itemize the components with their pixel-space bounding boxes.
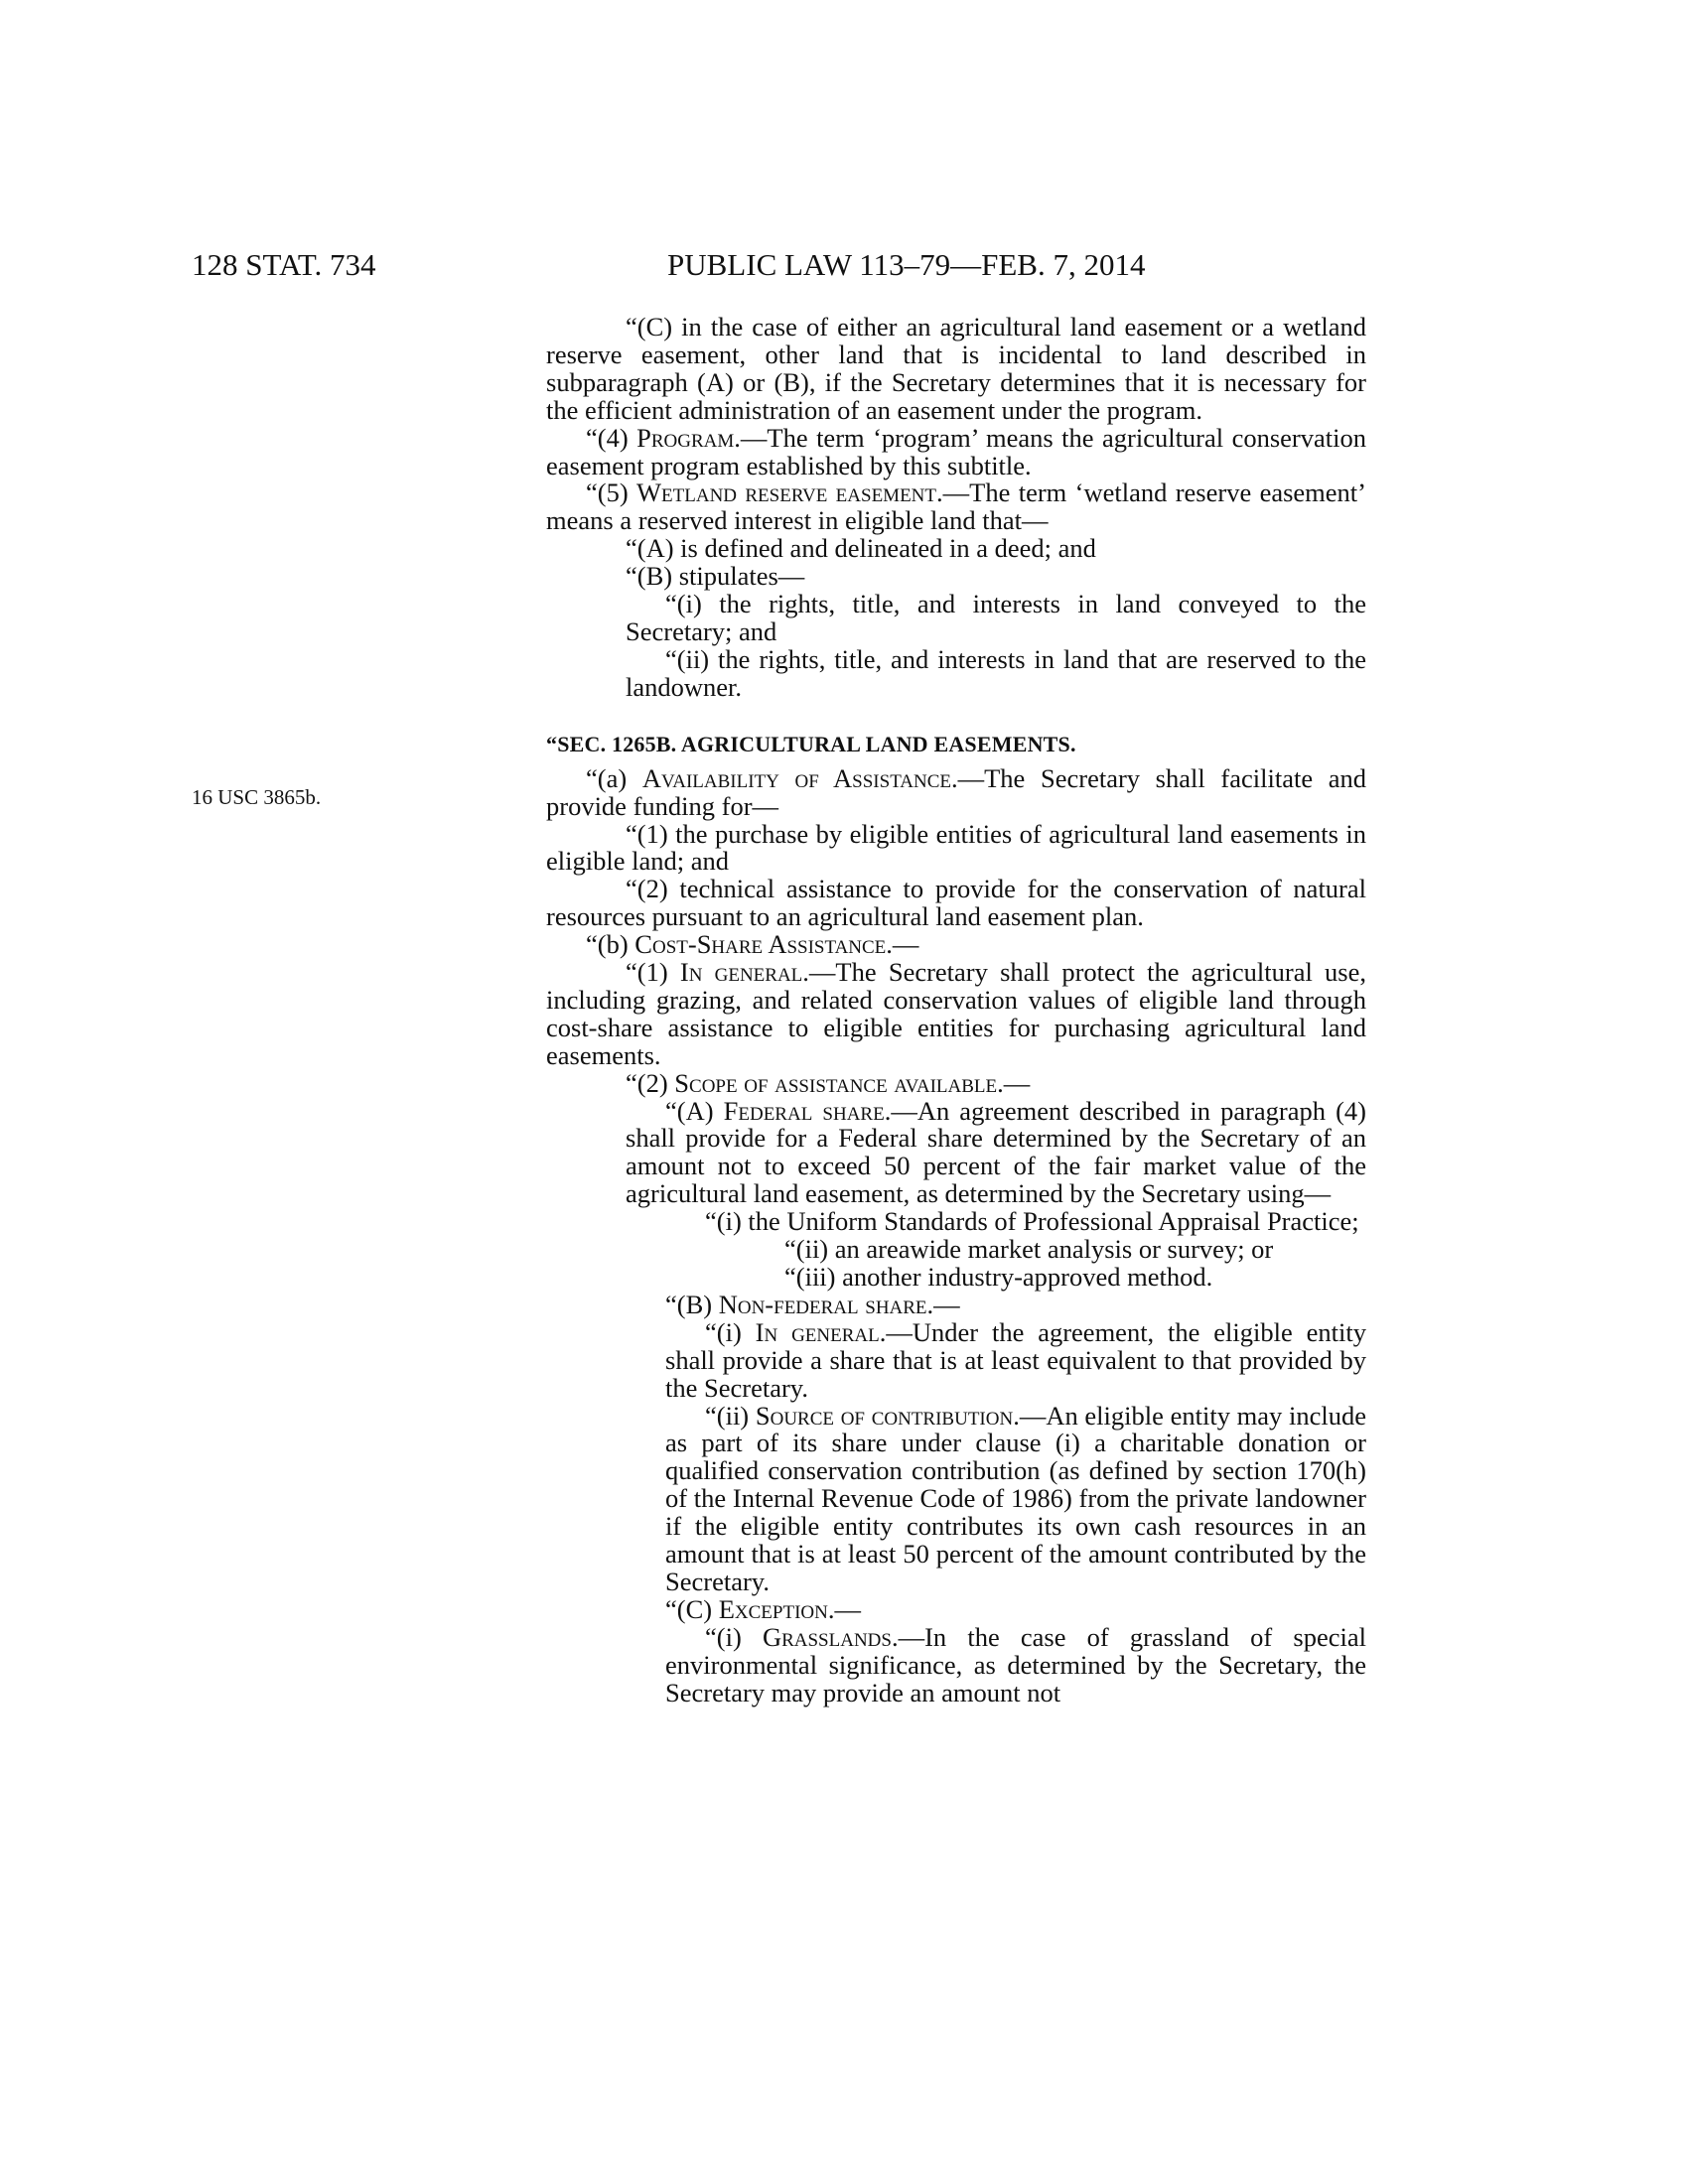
- paragraph-text: “(A) is defined and delineated in a deed; and: [626, 533, 1096, 564]
- paragraph-text: “(C) in the case of either an agricultural land easement or a wetland reserve easement, other land that is incidental to land described in subparagraph (A) or (B), if the Secretary determines that it is necessary for the efficient administration of an easement under the program.: [546, 312, 1366, 425]
- statute-paragraph: [546, 314, 1366, 425]
- section-heading: [546, 730, 1366, 759]
- statute-paragraph: [546, 479, 1366, 535]
- paragraph-text: “(ii) the rights, title, and interests in land that are reserved to the landowner.: [626, 643, 1366, 702]
- paragraph-text: —: [1003, 1067, 1031, 1098]
- paragraph-text: —: [892, 929, 919, 960]
- paragraph-text: “(B) stipulates—: [626, 561, 805, 592]
- paragraph-text: “(B): [665, 1289, 719, 1319]
- paragraph-text: “(2): [626, 1067, 675, 1098]
- paragraph-text: “(iii) another industry-approved method.: [784, 1262, 1213, 1292]
- paragraph-text: “(4): [586, 422, 637, 453]
- paragraph-text: —An agreement described in paragraph (4) shall provide for a Federal share determined by the Secretary of an amount not to exceed 50 percent of the fair market value of the agricultural land easement, as determined by the Secretary using—: [626, 1095, 1366, 1209]
- statute-paragraph: [546, 1289, 1366, 1319]
- statute-paragraph: [546, 959, 1366, 1070]
- paragraph-heading: Exception.: [718, 1593, 835, 1624]
- paragraph-text: “(a): [586, 762, 642, 793]
- paragraph-text: “(ii) an areawide market analysis or survey; or: [784, 1234, 1274, 1265]
- statute-paragraph: [546, 876, 1366, 931]
- statute-paragraph: [546, 591, 1366, 646]
- statute-paragraph: [546, 1236, 1366, 1264]
- paragraph-text: —: [834, 1593, 861, 1624]
- paragraph-text: “(A): [665, 1095, 724, 1126]
- paragraph-text: “(1): [626, 957, 680, 988]
- statute-body: [546, 314, 1366, 1707]
- paragraph-text: “(i): [705, 1621, 763, 1652]
- statute-paragraph: [546, 1621, 1366, 1707]
- statute-paragraph: [546, 1400, 1367, 1596]
- statute-paragraph: [546, 535, 1366, 563]
- paragraph-heading: Grasslands.: [762, 1621, 899, 1652]
- paragraph-text: “(1) the purchase by eligible entities of agricultural land easements in eligible land; and: [546, 818, 1366, 877]
- paragraph-text: —Under the agreement, the eligible entity shall provide a share that is at least equivalent to that provided by the Secretary.: [665, 1316, 1366, 1403]
- paragraph-text: —: [933, 1289, 960, 1319]
- running-head: PUBLIC LAW 113–79—FEB. 7, 2014: [667, 247, 1146, 282]
- paragraph-text: —The Secretary shall protect the agricultural use, including grazing, and related conservation values of eligible land through cost-share assistance to eligible entities for purchasing agricultural land easements.: [546, 957, 1366, 1070]
- page-stat-citation: 128 STAT. 734: [192, 247, 376, 282]
- statute-paragraph: [546, 818, 1366, 877]
- statute-paragraph: [546, 1095, 1366, 1209]
- paragraph-heading: Non-federal share.: [718, 1289, 934, 1319]
- paragraph-text: —An eligible entity may include as part of its share under clause (i) a charitable donation or qualified conservation contribution (as defined by section 170(h) of the Internal Revenue Code of 1986) from the private landowner if the eligible entity contributes its own cash resources in an amount that is at least 50 percent of the amount contributed by the Secretary.: [665, 1400, 1367, 1596]
- paragraph-text: “(5): [586, 478, 637, 508]
- statute-paragraph: [546, 1264, 1366, 1292]
- paragraph-text: —In the case of grassland of special environmental significance, as determined by the Secretary, the Secretary may provide an amount not: [665, 1621, 1366, 1707]
- paragraph-heading: Federal share.: [723, 1095, 892, 1126]
- paragraph-heading: Scope of assistance available.: [674, 1067, 1004, 1098]
- paragraph-text: —The term ‘program’ means the agricultural conservation easement program established by this subtitle.: [546, 422, 1366, 480]
- paragraph-text: “(C): [665, 1593, 719, 1624]
- paragraph-text: “(ii): [705, 1400, 756, 1431]
- statute-paragraph: [546, 762, 1366, 821]
- statute-paragraph: [546, 1067, 1366, 1098]
- paragraph-heading: In general.: [755, 1316, 887, 1347]
- statute-paragraph: [546, 422, 1366, 480]
- paragraph-text: “(b): [586, 929, 635, 960]
- paragraph-heading: Program.: [636, 422, 741, 453]
- statute-paragraph: [546, 1593, 1366, 1624]
- paragraph-text: “SEC. 1265B. AGRICULTURAL LAND EASEMENTS.: [546, 731, 1076, 756]
- paragraph-text: “(i): [705, 1316, 756, 1347]
- paragraph-text: “(2) technical assistance to provide for the conservation of natural resources pursuant to an agricultural land easement plan.: [546, 874, 1366, 932]
- statute-paragraph: [546, 931, 1366, 959]
- paragraph-heading: Availability of Assistance.: [641, 762, 958, 793]
- paragraph-heading: Source of contribution.: [755, 1400, 1020, 1431]
- section-spacer: [546, 702, 1366, 718]
- statute-paragraph: [546, 563, 1366, 591]
- statute-paragraph: [546, 643, 1366, 702]
- margin-note-usc: 16 USC 3865b.: [192, 785, 322, 809]
- paragraph-text: “(i) the Uniform Standards of Professional Appraisal Practice;: [705, 1206, 1359, 1237]
- paragraph-heading: Wetland reserve easement.: [636, 478, 943, 508]
- paragraph-text: “(i) the rights, title, and interests in land conveyed to the Secretary; and: [626, 589, 1366, 646]
- paragraph-heading: Cost-Share Assistance.: [634, 929, 893, 960]
- statute-paragraph: [546, 1316, 1366, 1403]
- statute-paragraph: [546, 1208, 1366, 1236]
- paragraph-text: —The Secretary shall facilitate and provide funding for—: [546, 762, 1366, 821]
- paragraph-text: —The term ‘wetland reserve easement’ means a reserved interest in eligible land that—: [546, 478, 1366, 536]
- paragraph-heading: In general.: [679, 957, 809, 988]
